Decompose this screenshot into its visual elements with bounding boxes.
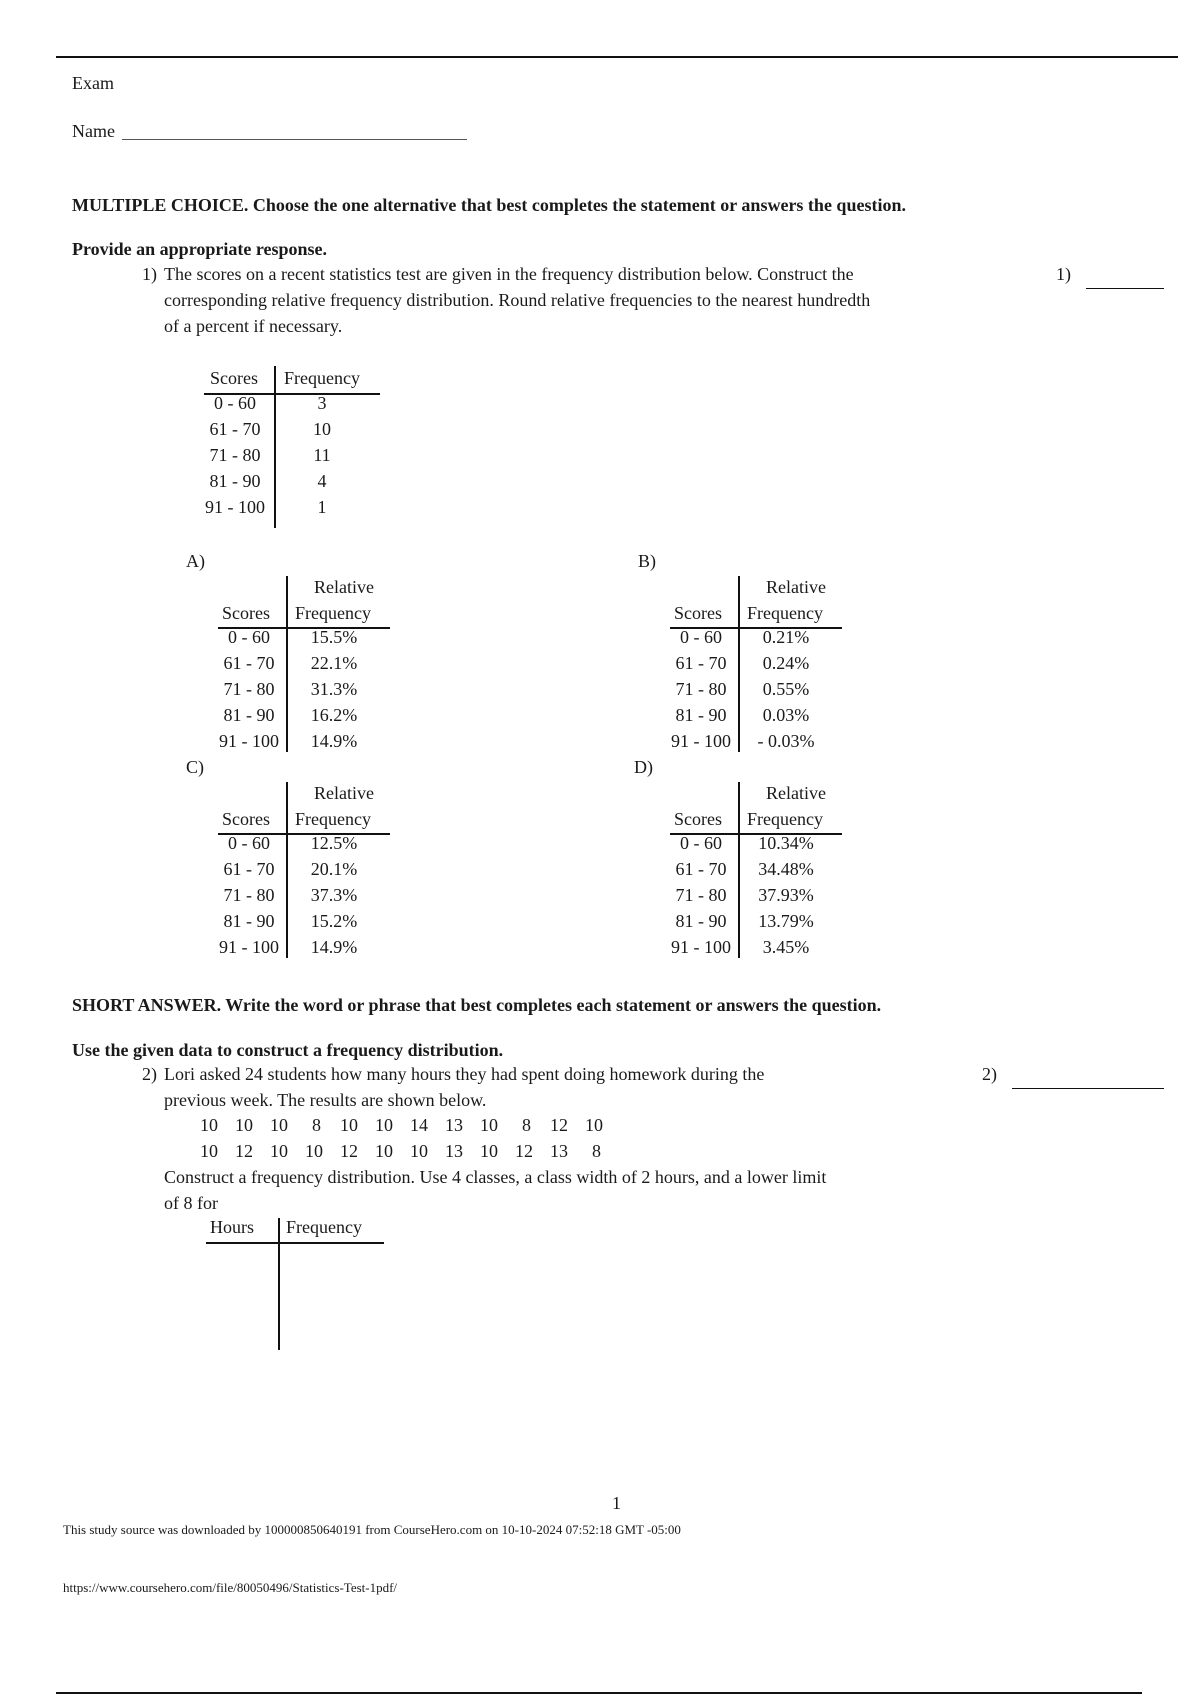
data-value: 14 bbox=[410, 1115, 428, 1135]
table-header-scores: Scores bbox=[222, 603, 270, 623]
multiple-choice-heading: MULTIPLE CHOICE. Choose the one alternative that best completes the statement or answers the question. bbox=[72, 195, 906, 215]
page-number: 1 bbox=[612, 1493, 621, 1513]
table-row-score: 61 - 70 bbox=[223, 653, 275, 673]
table-row-freq: 10 bbox=[313, 419, 331, 439]
q1-text-line3: of a percent if necessary. bbox=[164, 316, 343, 336]
table-row-score: 0 - 60 bbox=[228, 627, 270, 647]
table-row-score: 91 - 100 bbox=[671, 731, 731, 751]
table-row-freq: 15.5% bbox=[310, 627, 358, 647]
q2-text-line2: previous week. The results are shown below. bbox=[164, 1090, 487, 1110]
exam-label: Exam bbox=[72, 73, 114, 93]
table-row-score: 0 - 60 bbox=[680, 627, 722, 647]
table-header-scores: Scores bbox=[674, 809, 722, 829]
data-value: 10 bbox=[270, 1141, 288, 1161]
top-rule bbox=[56, 56, 1178, 58]
option-b-label[interactable]: B) bbox=[638, 551, 656, 571]
table-divider bbox=[738, 782, 740, 958]
data-value: 10 bbox=[585, 1115, 603, 1135]
table-header-frequency: Frequency bbox=[295, 809, 371, 829]
data-value: 8 bbox=[592, 1141, 601, 1161]
table-header-frequency: Frequency bbox=[295, 603, 371, 623]
table-row-score: 61 - 70 bbox=[675, 859, 727, 879]
q2-instruction-line2: of 8 for bbox=[164, 1193, 218, 1213]
q1-text-line2: corresponding relative frequency distribution. Round relative frequencies to the nearest hundredth bbox=[164, 290, 871, 310]
table-row-score: 81 - 90 bbox=[675, 911, 727, 931]
table-row-freq: 0.55% bbox=[762, 679, 810, 699]
table-row-score: 71 - 80 bbox=[223, 885, 275, 905]
q1-text-line1: The scores on a recent statistics test are given in the frequency distribution below. Construct the bbox=[164, 264, 854, 284]
data-value: 10 bbox=[235, 1115, 253, 1135]
bottom-rule bbox=[56, 1692, 1142, 1694]
q2-frequency-table bbox=[204, 1214, 394, 1350]
option-b-table bbox=[666, 574, 846, 752]
section2-subheading: Use the given data to construct a frequency distribution. bbox=[72, 1040, 504, 1060]
table-divider bbox=[738, 576, 740, 752]
q2-text-line1: Lori asked 24 students how many hours they had spent doing homework during the bbox=[164, 1064, 765, 1084]
table-row-freq: 34.48% bbox=[758, 859, 814, 879]
data-value: 8 bbox=[522, 1115, 531, 1135]
data-value: 12 bbox=[515, 1141, 533, 1161]
table-row-score: 71 - 80 bbox=[675, 679, 727, 699]
section1-subheading: Provide an appropriate response. bbox=[72, 239, 328, 259]
table-row-score: 0 - 60 bbox=[228, 833, 270, 853]
name-label: Name bbox=[72, 121, 115, 141]
source-line: This study source was downloaded by 100000850640191 from CourseHero.com on 10-10-2024 07:52:18 GMT -05:00 bbox=[63, 1522, 681, 1537]
table-row-freq: - 0.03% bbox=[757, 731, 815, 751]
table-row-score: 81 - 90 bbox=[209, 471, 261, 491]
data-value: 13 bbox=[445, 1141, 463, 1161]
table-header-frequency: Frequency bbox=[747, 603, 823, 623]
q2-answer-number: 2) bbox=[982, 1064, 997, 1084]
table-row-score: 91 - 100 bbox=[671, 937, 731, 957]
table-row-freq: 22.1% bbox=[310, 653, 358, 673]
table-header-scores: Scores bbox=[222, 809, 270, 829]
data-value: 10 bbox=[480, 1141, 498, 1161]
data-value: 10 bbox=[375, 1115, 393, 1135]
table-row-score: 61 - 70 bbox=[675, 653, 727, 673]
data-value: 10 bbox=[200, 1141, 218, 1161]
table-header-frequency: Frequency bbox=[286, 1217, 362, 1237]
table-row-freq: 20.1% bbox=[310, 859, 358, 879]
table-row-freq: 3 bbox=[317, 393, 327, 413]
table-row-freq: 14.9% bbox=[310, 731, 358, 751]
data-value: 8 bbox=[312, 1115, 321, 1135]
option-d-label[interactable]: D) bbox=[634, 757, 653, 777]
q2-answer-blank[interactable] bbox=[1012, 1088, 1164, 1089]
table-header-frequency: Frequency bbox=[747, 809, 823, 829]
table-header-relative: Relative bbox=[314, 577, 374, 597]
table-header-scores: Scores bbox=[210, 368, 258, 388]
table-header-relative: Relative bbox=[314, 783, 374, 803]
table-divider bbox=[286, 782, 288, 958]
table-row-freq: 0.24% bbox=[762, 653, 810, 673]
table-row-freq: 13.79% bbox=[758, 911, 814, 931]
table-divider bbox=[286, 576, 288, 752]
table-row-score: 71 - 80 bbox=[209, 445, 261, 465]
q1-answer-number: 1) bbox=[1056, 264, 1071, 284]
table-divider bbox=[278, 1218, 280, 1350]
table-header-relative: Relative bbox=[766, 783, 826, 803]
data-value: 12 bbox=[235, 1141, 253, 1161]
table-row-freq: 31.3% bbox=[310, 679, 358, 699]
table-row-freq: 10.34% bbox=[758, 833, 814, 853]
table-row-freq: 1 bbox=[317, 497, 327, 517]
table-row-freq: 37.93% bbox=[758, 885, 814, 905]
short-answer-heading: SHORT ANSWER. Write the word or phrase that best completes each statement or answers the question. bbox=[72, 995, 882, 1015]
table-row-freq: 15.2% bbox=[310, 911, 358, 931]
q2-number: 2) bbox=[142, 1064, 157, 1084]
table-header-scores: Scores bbox=[674, 603, 722, 623]
option-a-table bbox=[214, 574, 394, 752]
data-value: 12 bbox=[550, 1115, 568, 1135]
table-row-score: 81 - 90 bbox=[223, 705, 275, 725]
data-value: 10 bbox=[375, 1141, 393, 1161]
data-value: 10 bbox=[305, 1141, 323, 1161]
q1-frequency-table bbox=[200, 362, 390, 528]
table-divider bbox=[274, 366, 276, 528]
table-row-score: 61 - 70 bbox=[209, 419, 261, 439]
data-value: 10 bbox=[480, 1115, 498, 1135]
table-row-score: 81 - 90 bbox=[223, 911, 275, 931]
table-row-score: 71 - 80 bbox=[223, 679, 275, 699]
table-row-score: 0 - 60 bbox=[214, 393, 256, 413]
table-row-freq: 11 bbox=[313, 445, 331, 465]
q2-instruction-line1: Construct a frequency distribution. Use 4 classes, a class width of 2 hours, and a lower limit bbox=[164, 1167, 827, 1187]
name-field[interactable] bbox=[122, 139, 467, 140]
table-row-freq: 12.5% bbox=[310, 833, 358, 853]
table-row-freq: 14.9% bbox=[310, 937, 358, 957]
table-header-rule bbox=[206, 1242, 384, 1244]
table-row-freq: 16.2% bbox=[310, 705, 358, 725]
table-row-score: 71 - 80 bbox=[675, 885, 727, 905]
data-value: 13 bbox=[445, 1115, 463, 1135]
data-value: 10 bbox=[340, 1115, 358, 1135]
option-a-label[interactable]: A) bbox=[186, 551, 205, 571]
q1-answer-blank[interactable] bbox=[1086, 288, 1164, 289]
table-row-score: 61 - 70 bbox=[223, 859, 275, 879]
q1-number: 1) bbox=[142, 264, 157, 284]
table-row-freq: 0.03% bbox=[762, 705, 810, 725]
source-url[interactable]: https://www.coursehero.com/file/80050496/Statistics-Test-1pdf/ bbox=[63, 1580, 398, 1595]
table-row-score: 81 - 90 bbox=[675, 705, 727, 725]
data-value: 13 bbox=[550, 1141, 568, 1161]
data-value: 12 bbox=[340, 1141, 358, 1161]
table-row-score: 91 - 100 bbox=[205, 497, 265, 517]
table-row-freq: 3.45% bbox=[762, 937, 810, 957]
data-value: 10 bbox=[270, 1115, 288, 1135]
option-c-table bbox=[214, 780, 394, 958]
option-c-label[interactable]: C) bbox=[186, 757, 204, 777]
data-value: 10 bbox=[410, 1141, 428, 1161]
table-row-score: 91 - 100 bbox=[219, 731, 279, 751]
table-row-score: 0 - 60 bbox=[680, 833, 722, 853]
table-row-freq: 0.21% bbox=[762, 627, 810, 647]
table-row-freq: 37.3% bbox=[310, 885, 358, 905]
table-header-hours: Hours bbox=[210, 1217, 254, 1237]
table-row-freq: 4 bbox=[317, 471, 327, 491]
option-d-table bbox=[666, 780, 846, 958]
table-row-score: 91 - 100 bbox=[219, 937, 279, 957]
table-header-relative: Relative bbox=[766, 577, 826, 597]
data-value: 10 bbox=[200, 1115, 218, 1135]
table-header-frequency: Frequency bbox=[284, 368, 360, 388]
